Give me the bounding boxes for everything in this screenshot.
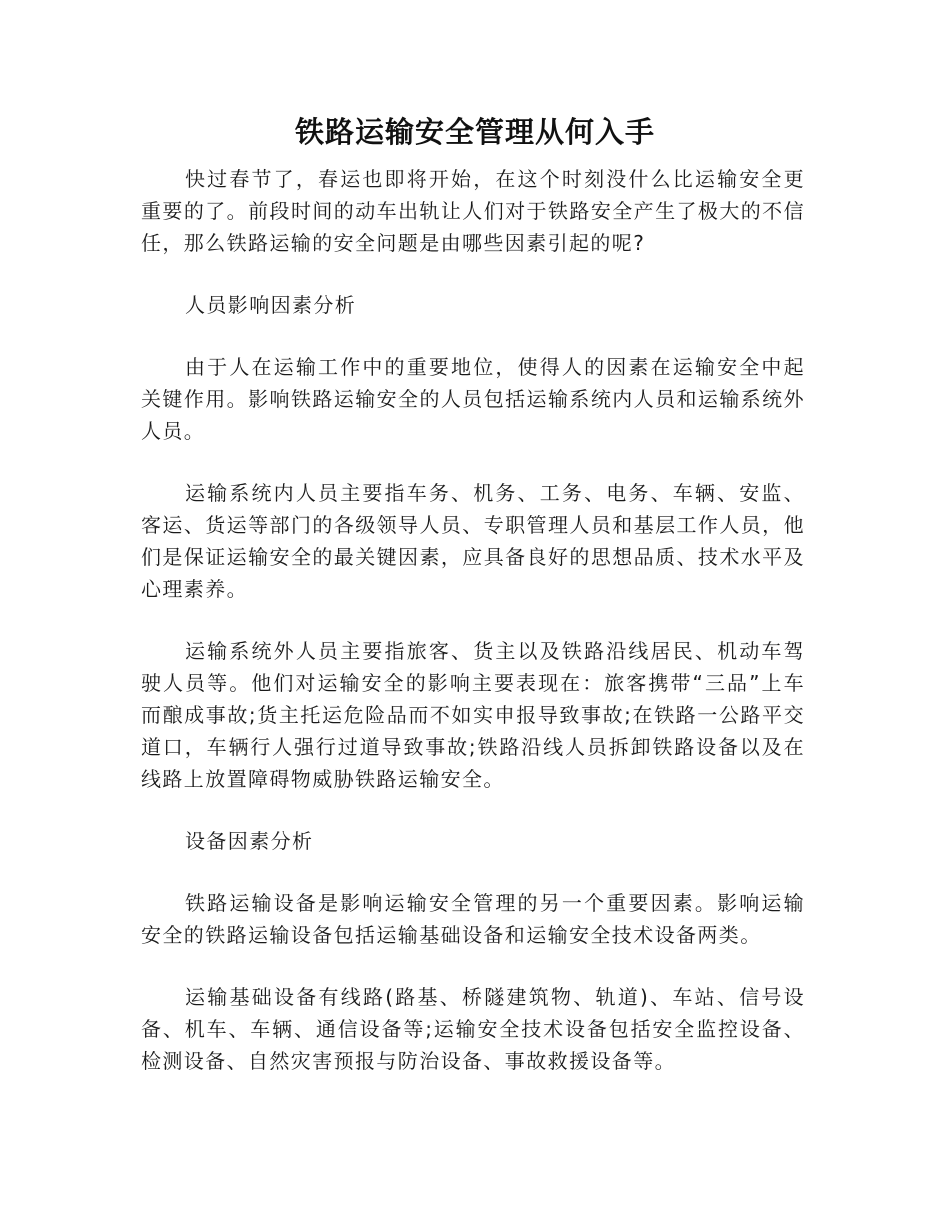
equipment-detail-paragraph: 运输基础设备有线路(路基、桥隧建筑物、轨道)、车站、信号设备、机车、车辆、通信设备等;运输安全技术设备包括安全监控设备、检测设备、自然灾害预报与防治设备、事故救援设备等。 — [141, 985, 805, 1073]
internal-personnel-paragraph: 运输系统内人员主要指车务、机务、工务、电务、车辆、安监、客运、货运等部门的各级领导人员、专职管理人员和基层工作人员，他们是保证运输安全的最关键因素，应具备良好的思想品质、技术水平及心理素养。 — [141, 481, 805, 601]
document-body — [141, 163, 805, 1107]
section-heading-equipment: 设备因素分析 — [185, 829, 314, 853]
document-title: 铁路运输安全管理从何入手 — [294, 115, 655, 149]
personnel-paragraph: 由于人在运输工作中的重要地位，使得人的因素在运输安全中起关键作用。影响铁路运输安全的人员包括运输系统内人员和运输系统外人员。 — [141, 355, 805, 443]
section-heading-personnel: 人员影响因素分析 — [185, 293, 357, 317]
intro-paragraph: 快过春节了，春运也即将开始，在这个时刻没什么比运输安全更重要的了。前段时间的动车出轨让人们对于铁路安全产生了极大的不信任，那么铁路运输的安全问题是由哪些因素引起的呢? — [141, 167, 805, 255]
external-personnel-paragraph: 运输系统外人员主要指旅客、货主以及铁路沿线居民、机动车驾驶人员等。他们对运输安全的影响主要表现在：旅客携带“三品”上车而酿成事故;货主托运危险品而不如实申报导致事故;在铁路一公路平交道口，车辆行人强行过道导致事故;铁路沿线人员拆卸铁路设备以及在线路上放置障碍物威胁铁路运输安全。 — [141, 639, 805, 791]
equipment-paragraph: 铁路运输设备是影响运输安全管理的另一个重要因素。影响运输安全的铁路运输设备包括运输基础设备和运输安全技术设备两类。 — [141, 891, 805, 947]
